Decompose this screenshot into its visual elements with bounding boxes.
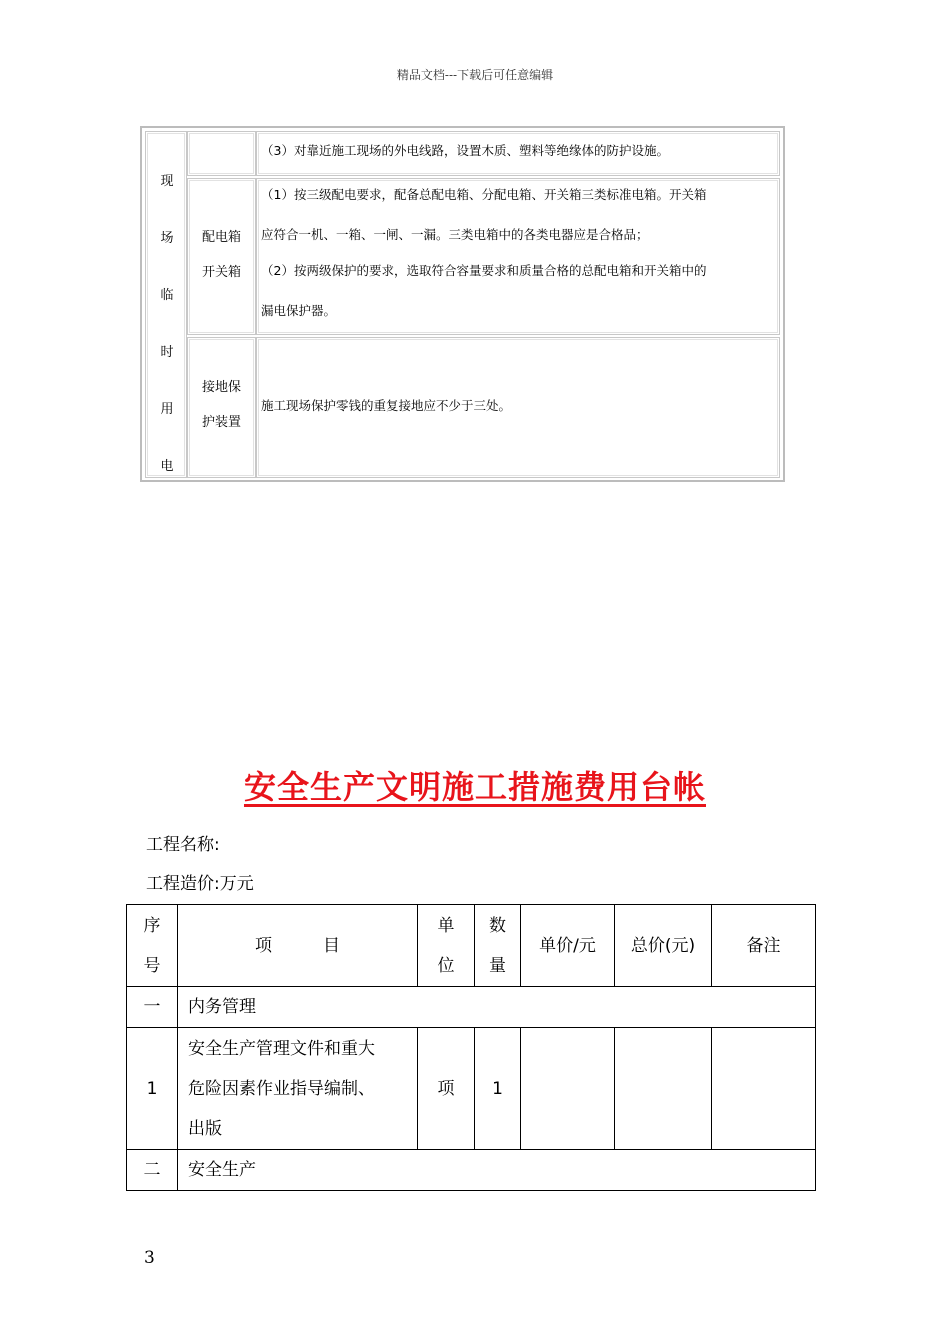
table-row-section	[127, 987, 816, 1028]
header-unit: 单 位	[418, 905, 475, 987]
category-char: 时	[160, 345, 174, 360]
description-cell	[256, 131, 780, 176]
row-unit-price	[521, 1028, 615, 1150]
description-line: 应符合一机、一箱、一闸、一漏。三类电箱中的各类电器应是合格品；	[261, 227, 649, 242]
header-unit-price: 单价/元	[521, 905, 615, 987]
category-cell	[145, 131, 187, 478]
header-item: 项 目	[178, 905, 418, 987]
subcategory-label: 接地保	[201, 380, 241, 395]
temporary-electricity-table	[140, 126, 785, 482]
category-char: 用	[160, 402, 174, 417]
description-line: （2）按两级保护的要求，选取符合容量要求和质量合格的总配电箱和开关箱中的	[261, 263, 707, 278]
section-title: 安全生产	[178, 1150, 816, 1191]
category-char: 场	[160, 231, 174, 246]
row-no: 1	[127, 1028, 178, 1150]
subcategory-label: 开关箱	[201, 265, 241, 280]
table-header-row	[127, 905, 816, 987]
table-row	[127, 1028, 816, 1150]
subcategory-label: 配电箱	[201, 230, 241, 245]
row-item: 安全生产管理文件和重大 危险因素作业指导编制、 出版	[178, 1028, 418, 1150]
project-name-label: 工程名称:	[146, 835, 220, 855]
category-char: 临	[160, 288, 174, 303]
header-no: 序 号	[127, 905, 178, 987]
description-cell	[256, 337, 780, 478]
row-qty: 1	[475, 1028, 521, 1150]
section-title: 内务管理	[178, 987, 816, 1028]
project-cost-label: 工程造价:万元	[146, 874, 254, 894]
page-number: 3	[144, 1248, 155, 1268]
document-title: 安全生产文明施工措施费用台帐	[243, 768, 706, 806]
row-no: 二	[127, 1150, 178, 1191]
description-line: （1）按三级配电要求，配备总配电箱、分配电箱、开关箱三类标准电箱。开关箱	[261, 187, 707, 202]
row-no: 一	[127, 987, 178, 1028]
header-qty: 数 量	[475, 905, 521, 987]
header-total: 总价(元)	[615, 905, 712, 987]
row-total	[615, 1028, 712, 1150]
header-remark: 备注	[712, 905, 816, 987]
description-cell	[256, 178, 780, 335]
description-line: 漏电保护器。	[261, 303, 337, 318]
description-line: 施工现场保护零钱的重复接地应不少于三处。	[261, 398, 512, 413]
subcategory-cell-grounding	[187, 337, 256, 478]
subcategory-cell-empty	[187, 131, 256, 176]
category-char: 电	[160, 459, 174, 474]
row-remark	[712, 1028, 816, 1150]
table-row-section	[127, 1150, 816, 1191]
subcategory-label: 护装置	[201, 415, 241, 430]
subcategory-cell-distribution-box	[187, 178, 256, 335]
description-line: （3）对靠近施工现场的外电线路，设置木质、塑料等绝缘体的防护设施。	[261, 143, 669, 158]
cost-ledger-table	[126, 904, 816, 1191]
row-unit: 项	[418, 1028, 475, 1150]
page-header: 精品文档---下载后可任意编辑	[396, 68, 554, 82]
category-char: 现	[160, 174, 174, 189]
